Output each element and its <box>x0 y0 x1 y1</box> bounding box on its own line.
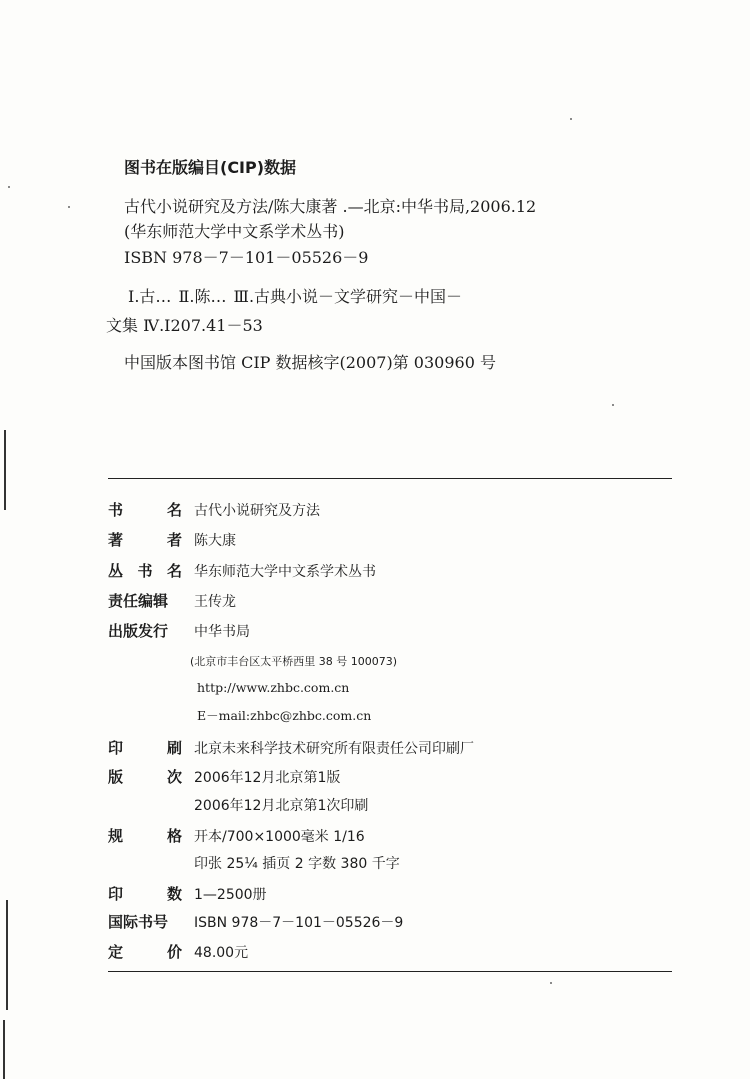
cip-title-line: 古代小说研究及方法/陈大康著 .—北京:中华书局,2006.12 <box>124 197 537 216</box>
label-printer: 印 刷 <box>108 739 182 757</box>
cip-classification: Ⅰ.古… Ⅱ.陈… Ⅲ.古典小说－文学研究－中国－ <box>128 287 463 306</box>
sheets-value: 印张 25¼ 插页 2 字数 380 千字 <box>194 856 400 872</box>
printing-value: 2006年12月北京第1次印刷 <box>194 798 369 814</box>
printer-value: 北京未来科学技术研究所有限责任公司印刷厂 <box>194 741 474 757</box>
cip-isbn-line: ISBN 978－7－101－05526－9 <box>124 248 369 267</box>
scan-edge-mark <box>4 430 6 510</box>
price-value: 48.00元 <box>194 945 249 961</box>
label-price: 定 价 <box>108 943 182 961</box>
scan-speck <box>68 206 70 208</box>
publisher-address: (北京市丰台区太平桥西里 38 号 100073) <box>190 655 398 668</box>
top-divider <box>108 478 672 479</box>
author-value: 陈大康 <box>194 533 236 549</box>
cip-classification-cont: 文集 Ⅳ.I207.41－53 <box>106 316 263 335</box>
label-author: 著 者 <box>108 531 182 549</box>
label-series: 丛 书 名 <box>108 562 182 580</box>
scan-edge-mark <box>3 1020 5 1079</box>
bottom-divider <box>108 971 672 972</box>
label-edition: 版 次 <box>108 768 182 786</box>
editor-value: 王传龙 <box>194 594 236 610</box>
cip-series-line: (华东师范大学中文系学术丛书) <box>124 222 345 241</box>
label-book-title: 书 名 <box>108 501 182 519</box>
label-publisher: 出版发行 <box>108 622 169 640</box>
cip-title: 图书在版编目(CIP)数据 <box>124 158 297 177</box>
format-value: 开本/700×1000毫米 1/16 <box>194 829 365 845</box>
label-format: 规 格 <box>108 827 182 845</box>
scan-speck <box>570 118 572 120</box>
print-run-value: 1—2500册 <box>194 887 267 903</box>
scan-speck <box>8 186 10 188</box>
isbn-value: ISBN 978－7－101－05526－9 <box>194 915 404 931</box>
publisher-value: 中华书局 <box>194 624 250 640</box>
label-isbn: 国际书号 <box>108 913 169 931</box>
label-print-run: 印 数 <box>108 885 182 903</box>
book-title-value: 古代小说研究及方法 <box>194 503 320 519</box>
scan-edge-mark <box>6 900 8 1010</box>
label-editor: 责任编辑 <box>108 592 169 610</box>
publisher-url: http://www.zhbc.com.cn <box>197 680 350 695</box>
scan-speck <box>550 982 552 984</box>
cip-number: 中国版本图书馆 CIP 数据核字(2007)第 030960 号 <box>124 353 496 372</box>
series-value: 华东师范大学中文系学术丛书 <box>194 564 376 580</box>
edition-value: 2006年12月北京第1版 <box>194 770 341 786</box>
scan-speck <box>612 404 614 406</box>
publisher-email: E－mail:zhbc@zhbc.com.cn <box>197 708 372 723</box>
